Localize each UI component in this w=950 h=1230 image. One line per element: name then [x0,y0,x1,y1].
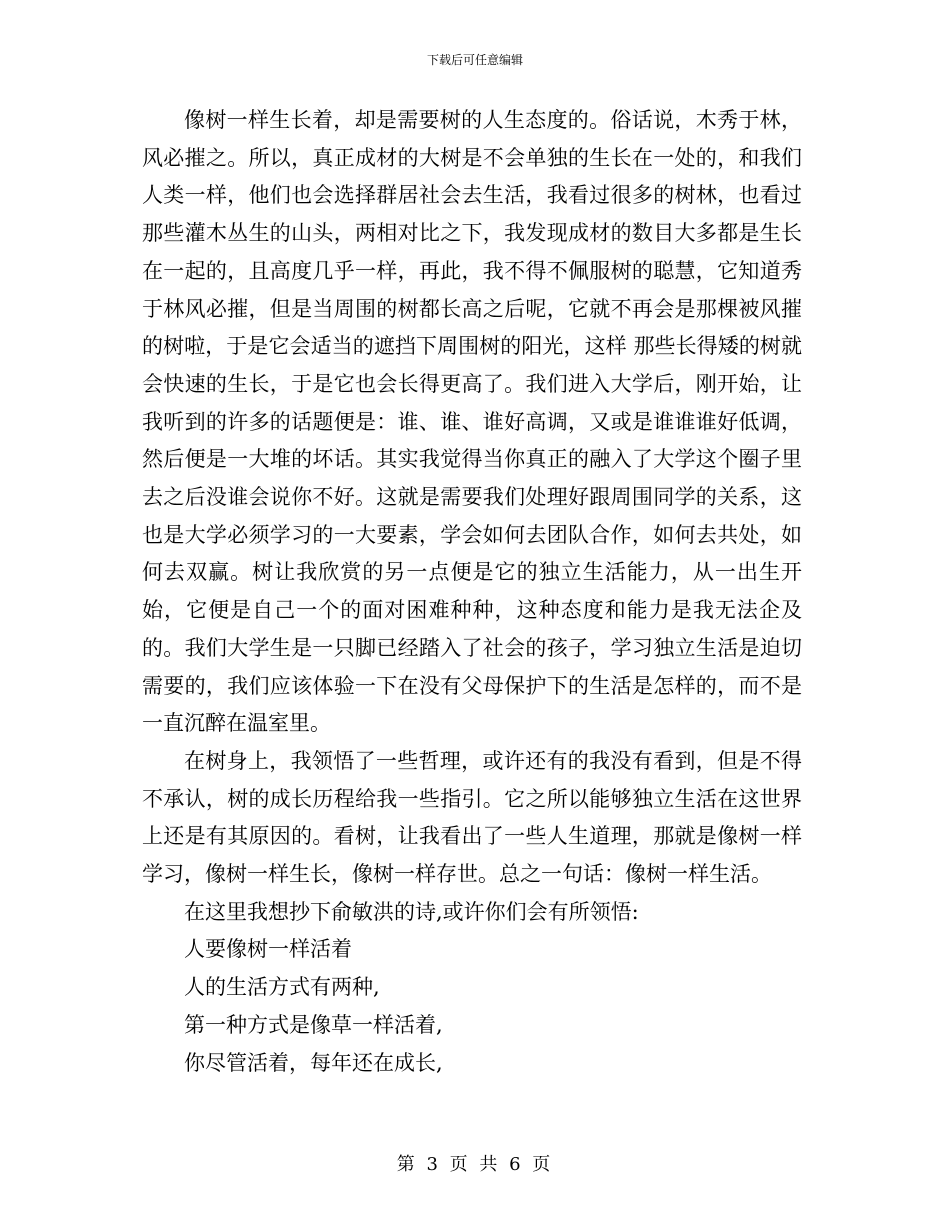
page-number: 第 3 页 共 6 页 [396,1154,554,1175]
poem-line: 第一种方式是像草一样活着, [184,1012,443,1037]
page-header: 下载后可任意编辑 [426,53,523,67]
poem-intro: 在这里我想抄下俞敏洪的诗,或许你们会有所领悟: [184,899,639,924]
paragraph-1: 像树一样生长着，却是需要树的人生态度的。俗话说，木秀于林，风必摧之。所以，真正成材的大树是不会单独的生长在一处的，和我们人类一样，他们也会选择群居社会去生活，我看过很多的树林，也看过那些灌木丛生的山头，两相对比之下，我发现成材的数目大多都是生长在一起的，且高度几乎一样，再此，我不得不佩服树的聪慧，它知道秀于林风必摧，但是当周围的树都长高之后呢，它就不再会是那棵被风摧的树啦，于是它会适当的遮挡下周围树的阳光，这样 那些长得矮的树就会快速的生长，于是它也会长得更高了。我们进入大学后，刚开始，让我听到的许多的话题便是：谁、谁、谁好高调，又或是谁谁谁好低调，然后便是一大堆的坏话。其实我觉得当你真正的融入了大学这个圈子里去之后没谁会说你不好。这就是需要我们处理好跟周围同学的关系，这也是大学必须学习的一大要素，学会如何去团队合作，如何去共处，如何去双赢。树让我欣赏的另一点便是它的独立生活能力，从一出生开始，它便是自己一个的面对困难种种，这种态度和能力是我无法企及的。我们大学生是一只脚已经踏入了社会的孩子，学习独立生活是迫切需要的，我们应该体验一下在没有父母保护下的生活是怎样的，而不是一直沉醉在温室里。 [142,108,802,736]
document-body [142,102,802,1082]
poem-line: 你尽管活着，每年还在成长, [184,1050,443,1075]
poem-line: 人的生活方式有两种, [184,975,380,1000]
paragraph-2: 在树身上，我领悟了一些哲理，或许还有的我没有看到，但是不得不承认，树的成长历程给我一些指引。它之所以能够独立生活在这世界上还是有其原因的。看树，让我看出了一些人生道理，那就是像树一样学习，像树一样生长，像树一样存世。总之一句话：像树一样生活。 [142,748,802,887]
poem-line: 人要像树一样活着 [184,937,352,962]
